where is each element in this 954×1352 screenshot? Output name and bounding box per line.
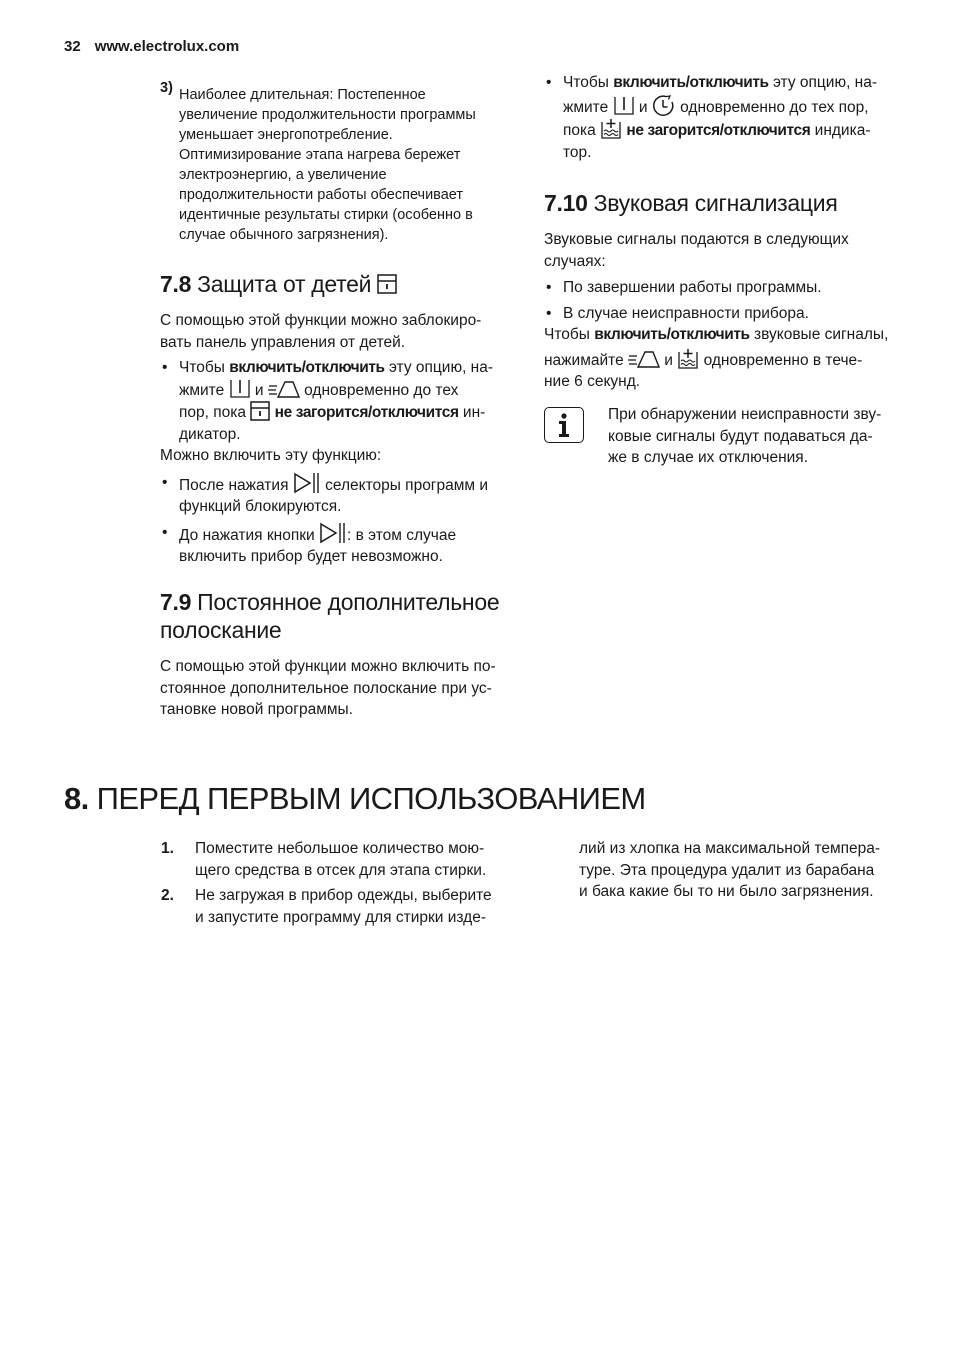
intro-line: С помощью этой функции можно заблокиро- <box>160 312 482 329</box>
section-number: 7.10 <box>544 190 588 216</box>
footnote-line: увеличение продолжительности программы <box>179 107 476 123</box>
section-7-8-body <box>160 310 520 572</box>
steps-continued: лий из хлопка на максимальной темпера- туре. Эта процедура удалит из барабана и бака какие бы то ни было загрязнения. <box>579 840 881 900</box>
section-title: Постоянное дополнительное <box>197 589 500 615</box>
on-off-icon <box>613 96 635 116</box>
chapter-8-heading <box>64 781 646 817</box>
start-pause-icon <box>319 522 347 544</box>
on-off-icon <box>229 379 251 399</box>
footnote-line: электроэнергию, а увеличение <box>179 167 387 183</box>
footnote-text <box>179 80 520 245</box>
footnote-line: случае обычного загрязнения). <box>179 227 389 243</box>
chapter-title: ПЕРЕД ПЕРВЫМ ИСПОЛЬЗОВАНИЕМ <box>96 781 646 816</box>
step-number: 1. <box>161 840 174 857</box>
list-item: 1. Поместите небольшое количество мою- щего средства в отсек для этапа стирки. <box>161 840 487 879</box>
info-note: При обнаружении неисправности зву- ковые сигналы будут подаваться да- же в случае их отключения. <box>608 406 882 466</box>
easy-iron-icon <box>268 379 300 399</box>
easy-iron-icon <box>628 349 660 369</box>
list-item: • Чтобы включить/отключить эту опцию, на- жмите и одновременно до тех пор, пока не загорится/отключится индика- тор. <box>544 72 904 163</box>
section-title: Звуковая сигнализация <box>593 190 838 216</box>
section-title: полоскание <box>160 617 282 643</box>
list-item: • Чтобы включить/отключить эту опцию, на- жмите и одновременно до тех пор, пока не загорится/отключится ин- дикатор. <box>160 357 520 445</box>
time-manager-icon <box>652 94 676 118</box>
section-7-10-heading <box>544 189 838 217</box>
list-item: • В случае неисправности прибора. <box>544 303 904 325</box>
step-number: 2. <box>161 887 174 904</box>
steps-list <box>161 838 521 932</box>
footnote-marker: 3) <box>160 80 173 96</box>
intro-line: вать панель управления от детей. <box>160 333 406 351</box>
footnote-line: продолжительности работы обеспечивает <box>179 187 464 203</box>
info-glyph <box>545 408 583 442</box>
section-7-8-heading <box>160 270 397 298</box>
rinse-toggle-bullet <box>544 72 904 167</box>
list-item: • По завершении работы программы. <box>544 277 904 299</box>
child-lock-icon <box>250 401 270 421</box>
list-item: 2. Не загружая в прибор одежды, выберите и запустите программу для стирки изде- <box>161 887 492 926</box>
section-title: Защита от детей <box>197 271 372 297</box>
section-number: 7.8 <box>160 271 192 297</box>
child-lock-icon <box>377 274 397 294</box>
extra-rinse-icon <box>600 118 622 140</box>
footnote-line: идентичные результаты стирки (особенно в <box>179 207 473 223</box>
footnote-line: уменьшает энергопотребление. <box>179 127 393 143</box>
section-7-9-heading <box>160 588 499 644</box>
list-item: • После нажатия селекторы программ и функций блокируются. <box>160 472 520 518</box>
section-7-10-body: Звуковые сигналы подаются в следующих случаях: • По завершении работы программы. • В случае неисправности прибора. Чтобы включить/отключить звуковые сигналы, нажимайте и одновременно в тече- ние 6 секунд. <box>544 229 904 393</box>
section-7-9-body: С помощью этой функции можно включить по- стоянное дополнительное полоскание при ус- тановке новой программы. <box>160 658 496 718</box>
website-link[interactable]: www.electrolux.com <box>94 38 240 55</box>
can-enable-text: Можно включить эту функцию: <box>160 447 382 464</box>
page-number: 32 <box>64 38 81 55</box>
footnote-line: Оптимизирование этапа нагрева бережет <box>179 147 461 163</box>
chapter-number: 8. <box>64 781 89 816</box>
list-item: • До нажатия кнопки : в этом случае включить прибор будет невозможно. <box>160 522 520 568</box>
footnote-line: Наиболее длительная: Постепенное <box>179 87 426 103</box>
extra-rinse-icon <box>677 348 699 370</box>
start-pause-icon <box>293 472 321 494</box>
page-header <box>64 38 239 55</box>
info-icon <box>544 407 584 443</box>
footnote <box>160 80 520 245</box>
section-number: 7.9 <box>160 589 192 615</box>
